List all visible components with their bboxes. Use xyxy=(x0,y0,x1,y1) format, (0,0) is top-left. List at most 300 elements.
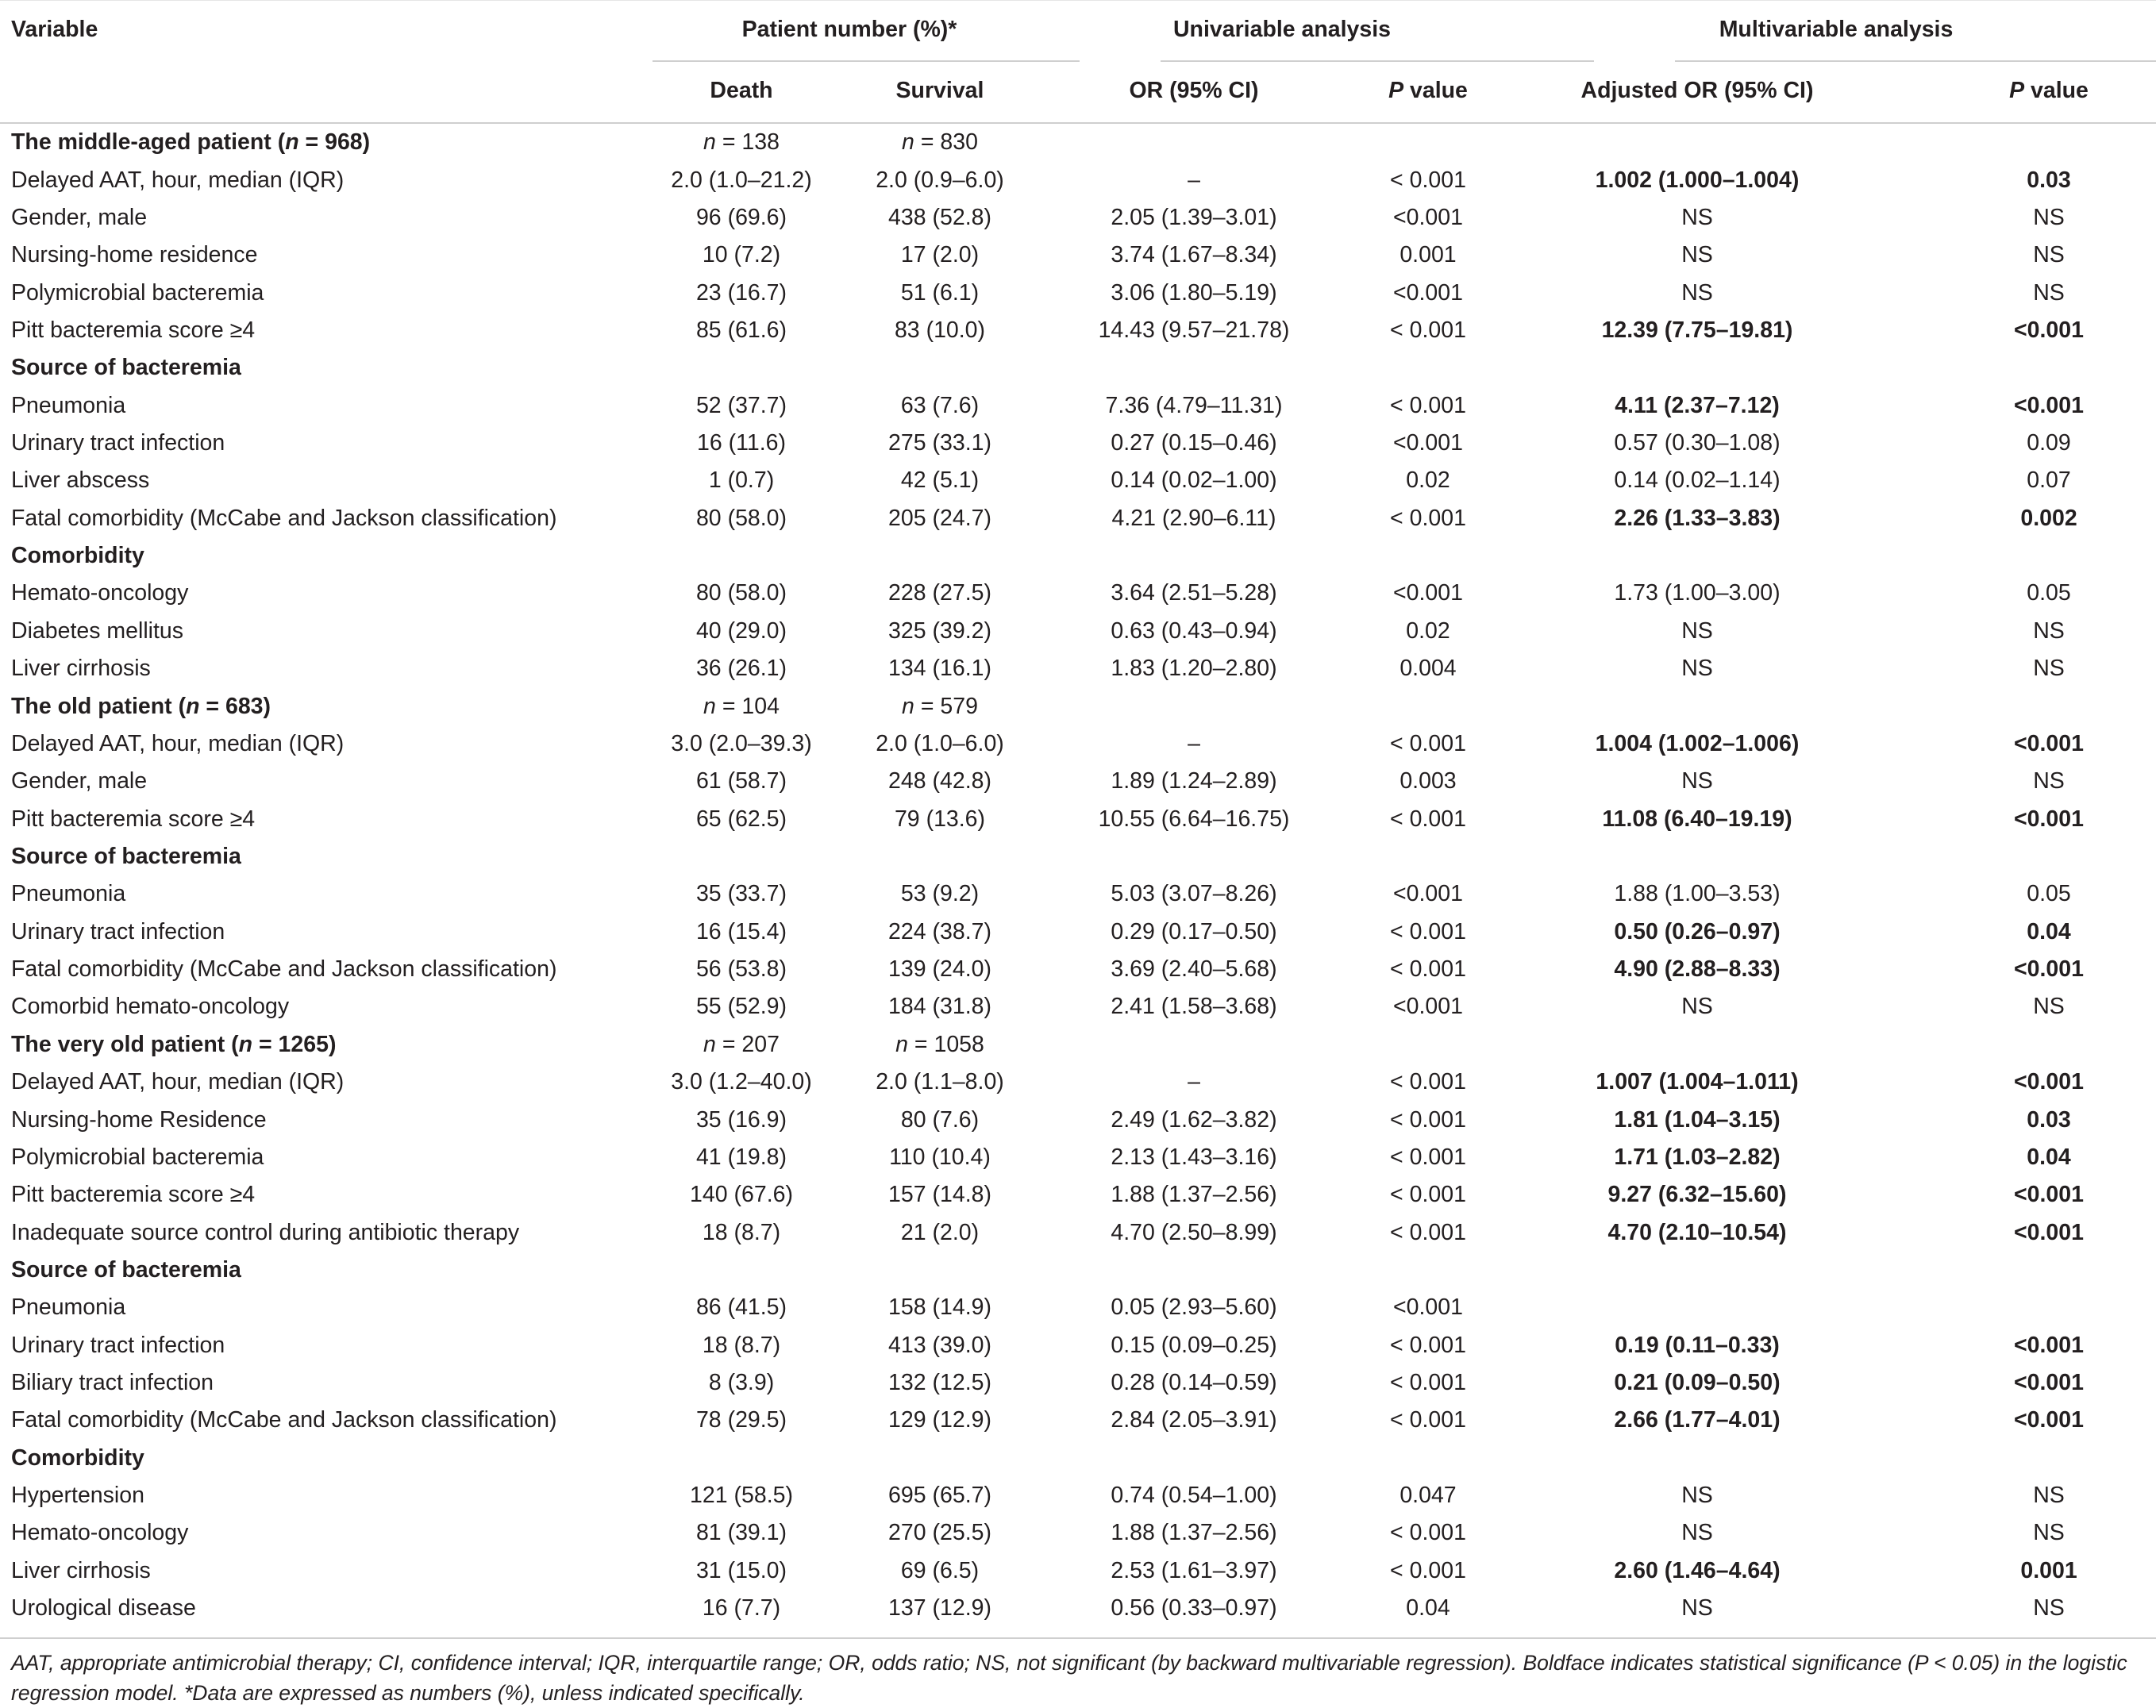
empty-cell xyxy=(651,838,832,875)
subsection-title: Source of bacteremia xyxy=(11,844,241,869)
table-row xyxy=(0,1214,2156,1251)
empty-cell xyxy=(1878,123,2156,161)
row-label: Pneumonia xyxy=(11,881,126,907)
subsection-title: Source of bacteremia xyxy=(11,1256,241,1283)
survival-value: 2.0 (1.0–6.0) xyxy=(876,730,1004,756)
or-value: 14.43 (9.57–21.78) xyxy=(1098,317,1290,343)
or-value: 10.55 (6.64–16.75) xyxy=(1098,806,1290,832)
table-body xyxy=(0,123,2156,1627)
or-value: 1.88 (1.37–2.56) xyxy=(1111,1182,1277,1208)
death-value: 80 (58.0) xyxy=(695,580,787,606)
adjusted-p-value: <0.001 xyxy=(2014,1332,2084,1358)
adjusted-or-value: NS xyxy=(1681,204,1713,230)
survival-value: 69 (6.5) xyxy=(900,1557,980,1583)
adjusted-or-value: 1.007 (1.004–1.011) xyxy=(1596,1069,1799,1095)
death-value: 16 (11.6) xyxy=(697,430,786,456)
row-label: Fatal comorbidity (McCabe and Jackson classification) xyxy=(11,956,557,983)
adjusted-or-value: NS xyxy=(1681,768,1713,794)
death-value: 86 (41.5) xyxy=(695,1294,787,1321)
row-label: Diabetes mellitus xyxy=(11,617,184,644)
adjusted-or-value: NS xyxy=(1681,1483,1713,1509)
adjusted-or-value: 4.70 (2.10–10.54) xyxy=(1607,1219,1787,1245)
table-row xyxy=(0,914,2156,951)
p-value: < 0.001 xyxy=(1390,1332,1466,1358)
or-value: 3.74 (1.67–8.34) xyxy=(1111,242,1277,268)
header-row-sub xyxy=(0,59,2156,123)
table-row xyxy=(0,988,2156,1025)
death-value: 55 (52.9) xyxy=(695,994,787,1020)
empty-cell xyxy=(651,537,832,575)
empty-cell xyxy=(1340,537,1516,575)
survival-value: 2.0 (0.9–6.0) xyxy=(876,167,1004,193)
or-value: 2.13 (1.43–3.16) xyxy=(1111,1144,1277,1170)
table-row xyxy=(0,1026,2156,1064)
empty-cell xyxy=(1878,838,2156,875)
row-label: Nursing-home Residence xyxy=(11,1106,267,1133)
survival-value: 325 (39.2) xyxy=(888,617,991,644)
header-row-top xyxy=(0,0,2156,59)
adjusted-p-value: <0.001 xyxy=(2014,1182,2084,1208)
empty-cell xyxy=(832,1252,1048,1289)
death-value: 78 (29.5) xyxy=(695,1407,787,1433)
row-label: Comorbid hemato-oncology xyxy=(11,994,290,1020)
table-row xyxy=(0,1440,2156,1477)
row-label: Pneumonia xyxy=(11,392,126,418)
adjusted-p-value: 0.05 xyxy=(2027,580,2071,606)
survival-value: 157 (14.8) xyxy=(888,1182,991,1208)
death-value: 56 (53.8) xyxy=(695,956,787,983)
adjusted-p-value: <0.001 xyxy=(2014,1069,2084,1095)
p-value: 0.001 xyxy=(1399,242,1457,268)
adjusted-p-value: NS xyxy=(2033,768,2065,794)
row-label: Polymicrobial bacteremia xyxy=(11,279,264,306)
p-value: <0.001 xyxy=(1393,881,1463,907)
or-value: 0.56 (0.33–0.97) xyxy=(1111,1595,1277,1621)
empty-cell xyxy=(1516,1026,1878,1064)
death-value: 31 (15.0) xyxy=(695,1557,787,1583)
p-value: 0.047 xyxy=(1399,1483,1457,1509)
p-value: < 0.001 xyxy=(1390,1219,1466,1245)
row-label: Liver cirrhosis xyxy=(11,656,151,682)
bottom-rule xyxy=(0,1637,2156,1639)
adjusted-or-value: 4.11 (2.37–7.12) xyxy=(1615,392,1780,418)
adjusted-or-value: 0.21 (0.09–0.50) xyxy=(1614,1370,1781,1396)
survival-value: 79 (13.6) xyxy=(894,806,986,832)
survival-value: 2.0 (1.1–8.0) xyxy=(876,1069,1004,1095)
death-value: 61 (58.7) xyxy=(695,768,787,794)
death-value: 85 (61.6) xyxy=(695,317,787,343)
adjusted-p-value: 0.001 xyxy=(2020,1557,2077,1583)
adjusted-p-value: <0.001 xyxy=(2014,956,2084,983)
univariable-rule xyxy=(1161,60,1594,62)
row-label: Delayed AAT, hour, median (IQR) xyxy=(11,730,345,756)
or-value: 2.84 (2.05–3.91) xyxy=(1111,1407,1277,1433)
or-value: 0.28 (0.14–0.59) xyxy=(1111,1370,1277,1396)
row-label: Urinary tract infection xyxy=(11,918,225,944)
adjusted-or-value: NS xyxy=(1681,1595,1713,1621)
row-label: Urological disease xyxy=(11,1595,196,1621)
empty-cell xyxy=(651,1252,832,1289)
table-row xyxy=(0,1364,2156,1402)
adjusted-or-value: 1.73 (1.00–3.00) xyxy=(1614,580,1781,606)
p-value: < 0.001 xyxy=(1390,806,1466,832)
section-title: The middle-aged patient (n = 968) xyxy=(11,129,371,156)
adjusted-or-value: 11.08 (6.40–19.19) xyxy=(1602,806,1792,832)
p-value: <0.001 xyxy=(1393,279,1463,306)
adjusted-p-value: <0.001 xyxy=(2014,1370,2084,1396)
row-label: Urinary tract infection xyxy=(11,430,225,456)
death-value: 35 (33.7) xyxy=(695,881,787,907)
adjusted-p-value: <0.001 xyxy=(2014,1407,2084,1433)
header-univariable: Univariable analysis xyxy=(1172,16,1392,42)
header-death: Death xyxy=(710,77,773,103)
row-label: Pitt bacteremia score ≥4 xyxy=(11,806,256,832)
row-label: Gender, male xyxy=(11,204,148,230)
table-row xyxy=(0,312,2156,349)
table-row xyxy=(0,1552,2156,1590)
empty-cell xyxy=(1516,537,1878,575)
table-row xyxy=(0,349,2156,387)
or-value: 3.64 (2.51–5.28) xyxy=(1111,580,1277,606)
or-value: 0.27 (0.15–0.46) xyxy=(1111,430,1277,456)
section-title: The old patient (n = 683) xyxy=(11,693,271,719)
empty-cell xyxy=(1048,123,1340,161)
table-row xyxy=(0,1139,2156,1176)
section-survival-n: n = 579 xyxy=(902,693,978,719)
survival-value: 205 (24.7) xyxy=(888,505,991,531)
survival-value: 80 (7.6) xyxy=(900,1106,980,1133)
adjusted-or-value: 12.39 (7.75–19.81) xyxy=(1601,317,1793,343)
death-value: 23 (16.7) xyxy=(695,279,787,306)
empty-cell xyxy=(1516,838,1878,875)
p-value: <0.001 xyxy=(1393,430,1463,456)
adjusted-p-value: 0.002 xyxy=(2020,505,2077,531)
death-value: 96 (69.6) xyxy=(695,204,787,230)
patient-number-rule xyxy=(653,60,1080,62)
empty-cell xyxy=(1340,1252,1516,1289)
death-value: 16 (7.7) xyxy=(702,1595,781,1621)
or-value: 1.88 (1.37–2.56) xyxy=(1111,1520,1277,1546)
or-value: 0.05 (2.93–5.60) xyxy=(1111,1294,1277,1321)
empty-cell xyxy=(1048,838,1340,875)
adjusted-or-value: 1.81 (1.04–3.15) xyxy=(1614,1106,1781,1133)
table-row xyxy=(0,1477,2156,1514)
p-value: < 0.001 xyxy=(1390,1106,1466,1133)
death-value: 121 (58.5) xyxy=(690,1483,793,1509)
empty-cell xyxy=(1878,1252,2156,1289)
p-value: < 0.001 xyxy=(1390,956,1466,983)
table-row xyxy=(0,462,2156,499)
or-value: 5.03 (3.07–8.26) xyxy=(1111,881,1277,907)
survival-value: 695 (65.7) xyxy=(888,1483,991,1509)
table-row xyxy=(0,838,2156,875)
row-label: Pitt bacteremia score ≥4 xyxy=(11,317,256,343)
adjusted-p-value: NS xyxy=(2033,242,2065,268)
death-value: 10 (7.2) xyxy=(702,242,781,268)
death-value: 40 (29.0) xyxy=(695,617,787,644)
or-value: – xyxy=(1188,167,1200,193)
table-row xyxy=(0,763,2156,800)
table-row xyxy=(0,650,2156,687)
table-row xyxy=(0,537,2156,575)
adjusted-p-value: NS xyxy=(2033,204,2065,230)
survival-value: 83 (10.0) xyxy=(894,317,986,343)
adjusted-or-value: 1.002 (1.000–1.004) xyxy=(1595,167,1800,193)
adjusted-or-value: NS xyxy=(1681,279,1713,306)
or-value: 4.21 (2.90–6.11) xyxy=(1111,505,1276,531)
empty-cell xyxy=(1048,1026,1340,1064)
or-value: 0.74 (0.54–1.00) xyxy=(1111,1483,1277,1509)
empty-cell xyxy=(832,838,1048,875)
p-value: 0.02 xyxy=(1406,617,1450,644)
or-value: 0.29 (0.17–0.50) xyxy=(1111,918,1277,944)
empty-cell xyxy=(1516,687,1878,725)
table-row xyxy=(0,687,2156,725)
or-value: 3.69 (2.40–5.68) xyxy=(1111,956,1277,983)
empty-cell xyxy=(832,1440,1048,1477)
p-value: < 0.001 xyxy=(1390,505,1466,531)
table-row xyxy=(0,1402,2156,1439)
or-value: 2.49 (1.62–3.82) xyxy=(1111,1106,1277,1133)
empty-cell xyxy=(1516,1440,1878,1477)
table-row xyxy=(0,387,2156,425)
header-or: OR (95% CI) xyxy=(1129,77,1259,103)
p-value: < 0.001 xyxy=(1390,392,1466,418)
empty-cell xyxy=(1048,537,1340,575)
survival-value: 270 (25.5) xyxy=(888,1520,991,1546)
table-row xyxy=(0,1101,2156,1138)
table-row xyxy=(0,425,2156,462)
subsection-title: Comorbidity xyxy=(11,543,144,569)
adjusted-p-value: 0.03 xyxy=(2027,1106,2071,1133)
multivariable-rule xyxy=(1675,60,2156,62)
death-value: 3.0 (2.0–39.3) xyxy=(671,730,812,756)
table-row xyxy=(0,725,2156,763)
row-label: Pneumonia xyxy=(11,1294,126,1321)
adjusted-or-value: 0.14 (0.02–1.14) xyxy=(1614,467,1781,494)
death-value: 8 (3.9) xyxy=(708,1370,775,1396)
adjusted-or-value: 0.19 (0.11–0.33) xyxy=(1615,1332,1780,1358)
adjusted-p-value: NS xyxy=(2033,656,2065,682)
empty-cell xyxy=(832,349,1048,387)
section-death-n: n = 207 xyxy=(703,1031,780,1057)
p-value: < 0.001 xyxy=(1390,317,1466,343)
table-row xyxy=(0,199,2156,237)
empty-cell xyxy=(1878,537,2156,575)
header-blank xyxy=(0,59,651,123)
adjusted-p-value: 0.05 xyxy=(2027,881,2071,907)
or-value: 7.36 (4.79–11.31) xyxy=(1105,392,1283,418)
row-label: Fatal comorbidity (McCabe and Jackson classification) xyxy=(11,505,557,531)
empty-cell xyxy=(1048,1440,1340,1477)
or-value: 0.15 (0.09–0.25) xyxy=(1111,1332,1277,1358)
table-row xyxy=(0,613,2156,650)
row-label: Nursing-home residence xyxy=(11,242,258,268)
or-value: 3.06 (1.80–5.19) xyxy=(1111,279,1277,306)
adjusted-p-value: NS xyxy=(2033,1483,2065,1509)
p-value: < 0.001 xyxy=(1390,1520,1466,1546)
empty-cell xyxy=(1878,349,2156,387)
p-value: < 0.001 xyxy=(1390,1182,1466,1208)
death-value: 140 (67.6) xyxy=(690,1182,793,1208)
death-value: 1 (0.7) xyxy=(708,467,775,494)
table-row xyxy=(0,1252,2156,1289)
p-value: < 0.001 xyxy=(1390,1370,1466,1396)
adjusted-p-value: <0.001 xyxy=(2014,392,2084,418)
adjusted-or-value: 0.57 (0.30–1.08) xyxy=(1614,430,1781,456)
table-row xyxy=(0,875,2156,913)
adjusted-or-value: 1.004 (1.002–1.006) xyxy=(1595,730,1800,756)
adjusted-p-value: 0.09 xyxy=(2027,430,2071,456)
adjusted-p-value: NS xyxy=(2033,1520,2065,1546)
survival-value: 53 (9.2) xyxy=(900,881,980,907)
survival-value: 275 (33.1) xyxy=(888,430,991,456)
p-value: < 0.001 xyxy=(1390,1069,1466,1095)
adjusted-p-value: NS xyxy=(2033,994,2065,1020)
header-variable: Variable xyxy=(11,16,98,42)
or-value: 2.41 (1.58–3.68) xyxy=(1111,994,1277,1020)
row-label: Hemato-oncology xyxy=(11,1520,189,1546)
empty-cell xyxy=(832,537,1048,575)
survival-value: 248 (42.8) xyxy=(888,768,991,794)
adjusted-or-value: NS xyxy=(1681,1520,1713,1546)
adjusted-or-value: 9.27 (6.32–15.60) xyxy=(1607,1182,1787,1208)
p-value: <0.001 xyxy=(1393,994,1463,1020)
adjusted-p-value: 0.07 xyxy=(2027,467,2071,494)
row-label: Gender, male xyxy=(11,768,148,794)
table-row xyxy=(0,1514,2156,1552)
row-label: Pitt bacteremia score ≥4 xyxy=(11,1182,256,1208)
death-value: 35 (16.9) xyxy=(695,1106,787,1133)
adjusted-or-value: 1.71 (1.03–2.82) xyxy=(1614,1144,1781,1170)
empty-cell xyxy=(1340,123,1516,161)
header-adjusted-p-value: P value xyxy=(2009,77,2089,103)
row-label: Hypertension xyxy=(11,1483,144,1509)
adjusted-p-value xyxy=(1878,1289,2156,1326)
section-death-n: n = 104 xyxy=(703,693,780,719)
p-value: < 0.001 xyxy=(1390,1407,1466,1433)
empty-cell xyxy=(651,349,832,387)
empty-cell xyxy=(1516,123,1878,161)
table-row xyxy=(0,575,2156,612)
or-value: 2.53 (1.61–3.97) xyxy=(1111,1557,1277,1583)
adjusted-or-value: 2.66 (1.77–4.01) xyxy=(1614,1407,1781,1433)
adjusted-p-value: <0.001 xyxy=(2014,1219,2084,1245)
survival-value: 42 (5.1) xyxy=(900,467,980,494)
survival-value: 17 (2.0) xyxy=(900,242,980,268)
death-value: 80 (58.0) xyxy=(695,505,787,531)
or-value: 1.83 (1.20–2.80) xyxy=(1111,656,1277,682)
survival-value: 224 (38.7) xyxy=(888,918,991,944)
adjusted-p-value: <0.001 xyxy=(2014,317,2084,343)
adjusted-p-value: NS xyxy=(2033,617,2065,644)
or-value: 1.89 (1.24–2.89) xyxy=(1111,768,1277,794)
p-value: 0.02 xyxy=(1406,467,1450,494)
empty-cell xyxy=(1048,349,1340,387)
empty-cell xyxy=(1340,1440,1516,1477)
section-survival-n: n = 830 xyxy=(902,129,978,156)
row-label: Liver cirrhosis xyxy=(11,1557,151,1583)
table-row xyxy=(0,800,2156,837)
subsection-title: Comorbidity xyxy=(11,1444,144,1471)
or-value: – xyxy=(1188,1069,1200,1095)
death-value: 52 (37.7) xyxy=(695,392,787,418)
death-value: 65 (62.5) xyxy=(695,806,787,832)
survival-value: 184 (31.8) xyxy=(888,994,991,1020)
or-value: 0.63 (0.43–0.94) xyxy=(1111,617,1277,644)
adjusted-p-value: <0.001 xyxy=(2014,806,2084,832)
adjusted-or-value: 1.88 (1.00–3.53) xyxy=(1614,881,1781,907)
table-row xyxy=(0,1590,2156,1627)
empty-cell xyxy=(1048,1252,1340,1289)
section-title: The very old patient (n = 1265) xyxy=(11,1031,337,1057)
adjusted-or-value: 4.90 (2.88–8.33) xyxy=(1614,956,1781,983)
survival-value: 134 (16.1) xyxy=(888,656,991,682)
survival-value: 158 (14.9) xyxy=(888,1294,991,1321)
adjusted-p-value: 0.04 xyxy=(2027,918,2071,944)
adjusted-or-value: NS xyxy=(1681,617,1713,644)
adjusted-or-value: NS xyxy=(1681,994,1713,1020)
survival-value: 137 (12.9) xyxy=(888,1595,991,1621)
empty-cell xyxy=(1340,687,1516,725)
row-label: Biliary tract infection xyxy=(11,1370,214,1396)
adjusted-or-value: 2.26 (1.33–3.83) xyxy=(1614,505,1781,531)
row-label: Hemato-oncology xyxy=(11,580,189,606)
header-patient-number: Patient number (%)* xyxy=(741,16,957,42)
survival-value: 63 (7.6) xyxy=(900,392,980,418)
adjusted-or-value: 0.50 (0.26–0.97) xyxy=(1614,918,1781,944)
p-value: <0.001 xyxy=(1393,1294,1463,1321)
empty-cell xyxy=(1878,1026,2156,1064)
survival-value: 129 (12.9) xyxy=(888,1407,991,1433)
survival-value: 228 (27.5) xyxy=(888,580,991,606)
table-row xyxy=(0,237,2156,274)
empty-cell xyxy=(1878,687,2156,725)
survival-value: 21 (2.0) xyxy=(900,1219,980,1245)
section-survival-n: n = 1058 xyxy=(895,1031,984,1057)
adjusted-or-value: 2.60 (1.46–4.64) xyxy=(1614,1557,1781,1583)
survival-value: 413 (39.0) xyxy=(888,1332,991,1358)
table-row xyxy=(0,123,2156,161)
death-value: 36 (26.1) xyxy=(695,656,787,682)
row-label: Urinary tract infection xyxy=(11,1332,225,1358)
section-death-n: n = 138 xyxy=(703,129,780,156)
death-value: 81 (39.1) xyxy=(695,1520,787,1546)
death-value: 41 (19.8) xyxy=(695,1144,787,1170)
death-value: 18 (8.7) xyxy=(702,1332,781,1358)
adjusted-p-value: NS xyxy=(2033,279,2065,306)
row-label: Inadequate source control during antibiotic therapy xyxy=(11,1219,520,1245)
adjusted-p-value: 0.03 xyxy=(2027,167,2071,193)
or-value: 0.14 (0.02–1.00) xyxy=(1111,467,1277,494)
table-row xyxy=(0,274,2156,311)
table-row xyxy=(0,161,2156,198)
p-value: < 0.001 xyxy=(1390,167,1466,193)
table-row xyxy=(0,1176,2156,1214)
table-row xyxy=(0,951,2156,988)
header-p-value: P value xyxy=(1388,77,1468,103)
survival-value: 110 (10.4) xyxy=(889,1144,991,1170)
p-value: < 0.001 xyxy=(1390,1557,1466,1583)
table-row xyxy=(0,1327,2156,1364)
death-value: 18 (8.7) xyxy=(702,1219,781,1245)
empty-cell xyxy=(1340,1026,1516,1064)
survival-value: 139 (24.0) xyxy=(888,956,991,983)
p-value: < 0.001 xyxy=(1390,1144,1466,1170)
row-label: Liver abscess xyxy=(11,467,150,494)
empty-cell xyxy=(1048,687,1340,725)
p-value: <0.001 xyxy=(1393,580,1463,606)
